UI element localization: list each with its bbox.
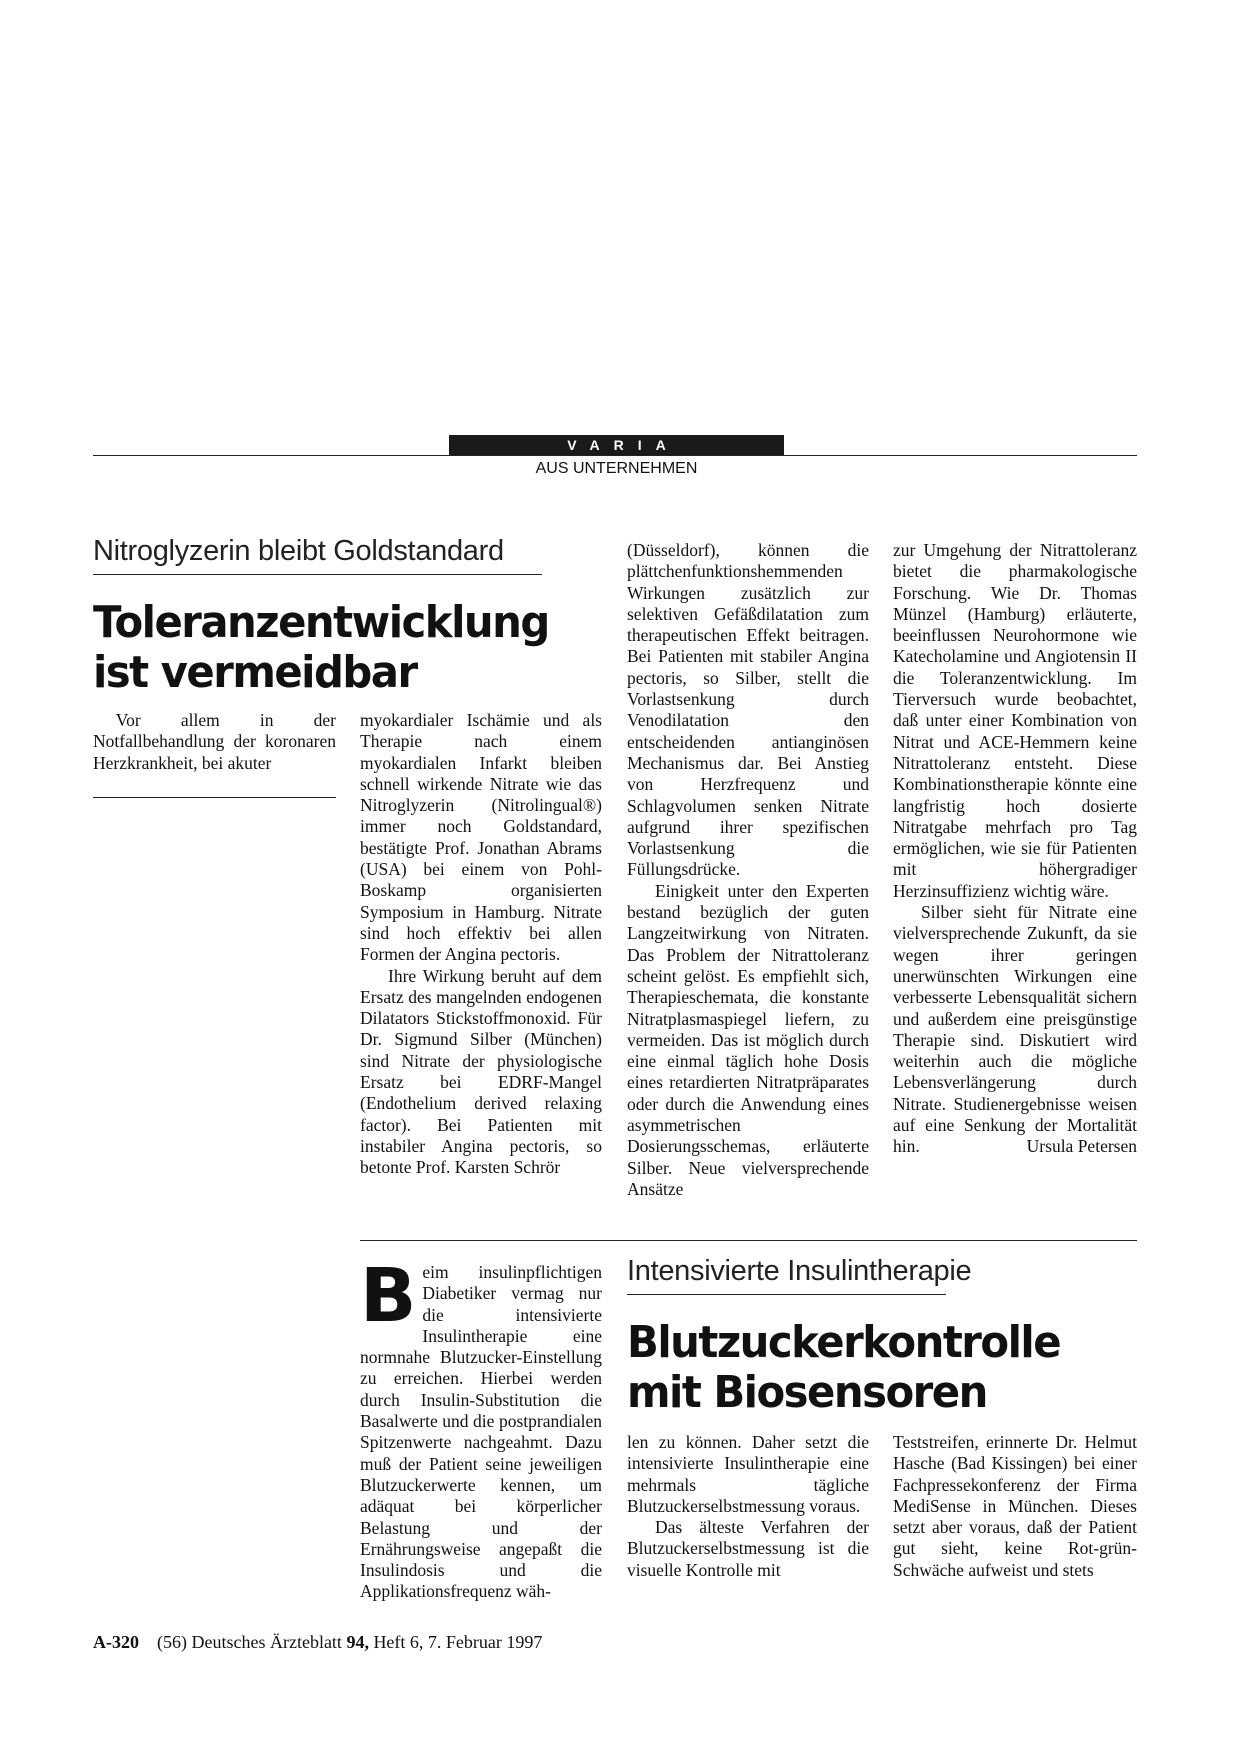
article2-dropcap: B	[360, 1253, 417, 1339]
article1-headline-line2: ist vermeidbar	[93, 647, 417, 698]
article1-col1-paragraph-1: myokardialer Ischämie und als Therapie nach einem myokardialen Infarkt bleiben schnell wirkende Nitrate wie das Nitroglyzerin (Nitrolingual®) immer noch Goldstandard, bestätigte Prof. Jonathan Abrams (USA) bei einem von Pohl-Boskamp organisierten Symposium in Hamburg. Nitrate sind hoch effektiv bei allen Formen der Angina pectoris.	[360, 710, 602, 965]
article1-col2-paragraph-2: Einigkeit unter den Experten bestand bezüglich der guten Langzeitwirkung von Nitraten. Das Problem der Nitrattoleranz scheint gelöst. Es empfiehlt sich, Therapieschemata, die konstante Nitratplasmaspiegel liefern, zu vermeiden. Das ist möglich durch eine einmal täglich hohe Dosis eines retardierten Nitratpräparates oder durch die Anwendung eines asymmetrischen Dosierungsschemas, erläuterte Silber. Neue vielversprechende Ansätze	[627, 880, 869, 1199]
article1-column-1	[360, 710, 602, 1179]
article1-col2-paragraph-1: (Düsseldorf), können die plättchenfunktionshemmenden Wirkungen zusätzlich zur selektiven Gefäßdilatation zum therapeutischen Effekt beitragen. Bei Patienten mit stabiler Angina pectoris, so Silber, stellt die Vorlastsenkung durch Venodilatation den entscheidenden antianginösen Mechanismus dar. Bei Anstieg von Herzfrequenz und Schlagvolumen senken Nitrate aufgrund ihrer spezifischen Vorlastsenkung die Füllungsdrücke.	[627, 540, 869, 880]
page-number: A-320	[93, 1632, 139, 1652]
article1-lead	[93, 710, 336, 774]
article2-col2-paragraph-2: Das älteste Verfahren der Blutzuckerselbstmessung ist die visuelle Kontrolle mit	[627, 1517, 869, 1580]
article2-column-2	[627, 1432, 869, 1581]
article2-col1-paragraph-1	[360, 1253, 602, 1603]
section-label: AUS UNTERNEHMEN	[535, 460, 698, 477]
article-divider	[360, 1240, 1137, 1241]
issue-suffix: Heft 6, 7. Februar 1997	[368, 1632, 543, 1652]
article2-kicker-rule	[627, 1294, 946, 1295]
article1-col3-paragraph-2	[893, 902, 1137, 1158]
article1-headline-line1: Toleranzentwicklung	[93, 597, 549, 648]
article2-headline-line1: Blutzuckerkontrolle	[627, 1317, 1061, 1368]
section-band: VARIA	[449, 435, 784, 456]
volume-number: 94,	[346, 1632, 369, 1652]
article1-col3-paragraph-1: zur Umgehung der Nitrattoleranz bietet die pharmakologische Forschung. Wie Dr. Thomas Münzel (Hamburg) erläuterte, beeinflussen Neurohormone wie Katecholamine und Angiotensin II die Toleranzentwicklung. Im Tierversuch wurde beobachtet, daß unter einer Kombination von Nitrat und ACE-Hemmern keine Nitrattoleranz entsteht. Diese Kombinationstherapie könnte eine langfristig hoch dosierte Nitratgabe mehrfach pro Tag ermöglichen, wie sie für Patienten mit höhergradiger Herzinsuffizienz wichtig wäre.	[893, 540, 1137, 901]
article1-lead-text: Vor allem in der Notfallbehandlung der koronaren Herzkrankheit, bei akuter	[93, 710, 336, 773]
article2-col1-text: eim insulinpflichtigen Diabetiker vermag nur die intensivierte Insulintherapie eine normnahe Blutzucker-Einstellung zu erreichen. Hierbei werden durch Insulin-Substitution die Basalwerte und die postprandialen Spitzenwerte nachgeahmt. Dazu muß der Patient seine jeweiligen Blutzuckerwerte kennen, um adäquat bei körperlicher Belastung und der Ernährungsweise angepaßt die Insulindosis und die Applikationsfrequenz wäh-	[360, 1262, 602, 1602]
article2-col2-paragraph-1: len zu können. Daher setzt die intensivierte Insulintherapie eine mehrmals tägliche Blutzuckerselbstmessung voraus.	[627, 1432, 869, 1516]
article2-col3-paragraph-1: Teststreifen, erinnerte Dr. Helmut Hasche (Bad Kissingen) bei einer Fachpressekonferenz der Firma MediSense in München. Dieses setzt aber voraus, daß der Patient gut sieht, keine Rot-grün-Schwäche aufweist und stets	[893, 1432, 1137, 1580]
article1-column-2	[627, 540, 869, 1200]
article1-kicker: Nitroglyzerin bleibt Goldstandard	[93, 535, 504, 567]
header-rule	[93, 455, 1137, 456]
article1-author: Ursula Petersen	[1026, 1136, 1137, 1157]
issue-prefix: (56) Deutsches Ärzteblatt	[157, 1632, 347, 1652]
article1-column-3	[893, 540, 1137, 1158]
article1-col3-paragraph-2-text: Silber sieht für Nitrate eine vielversprechende Zukunft, da sie wegen ihrer geringen unerwünschten Wirkungen eine verbesserte Lebensqualität sichern und außerdem eine preisgünstige Therapie sind. Diskutiert wird weiterhin auch die mögliche Lebensverlängerung durch Nitrate. Studienergebnisse weisen auf eine Senkung der Mortalität hin.	[893, 902, 1137, 1157]
article1-col1-paragraph-2: Ihre Wirkung beruht auf dem Ersatz des mangelnden endogenen Dilatators Stickstoffmonoxid. Für Dr. Sigmund Silber (München) sind Nitrate der physiologische Ersatz bei EDRF-Mangel (Endothelium derived relaxing factor). Bei Patienten mit instabiler Angina pectoris, so betonte Prof. Karsten Schrör	[360, 965, 602, 1178]
article2-kicker: Intensivierte Insulintherapie	[627, 1255, 972, 1287]
article2-column-3	[893, 1432, 1137, 1581]
article2-column-1	[360, 1253, 602, 1603]
lead-rule	[93, 797, 336, 798]
article2-headline-line2: mit Biosensoren	[627, 1367, 987, 1418]
article1-kicker-rule	[93, 574, 542, 575]
page-footer	[93, 1632, 542, 1653]
